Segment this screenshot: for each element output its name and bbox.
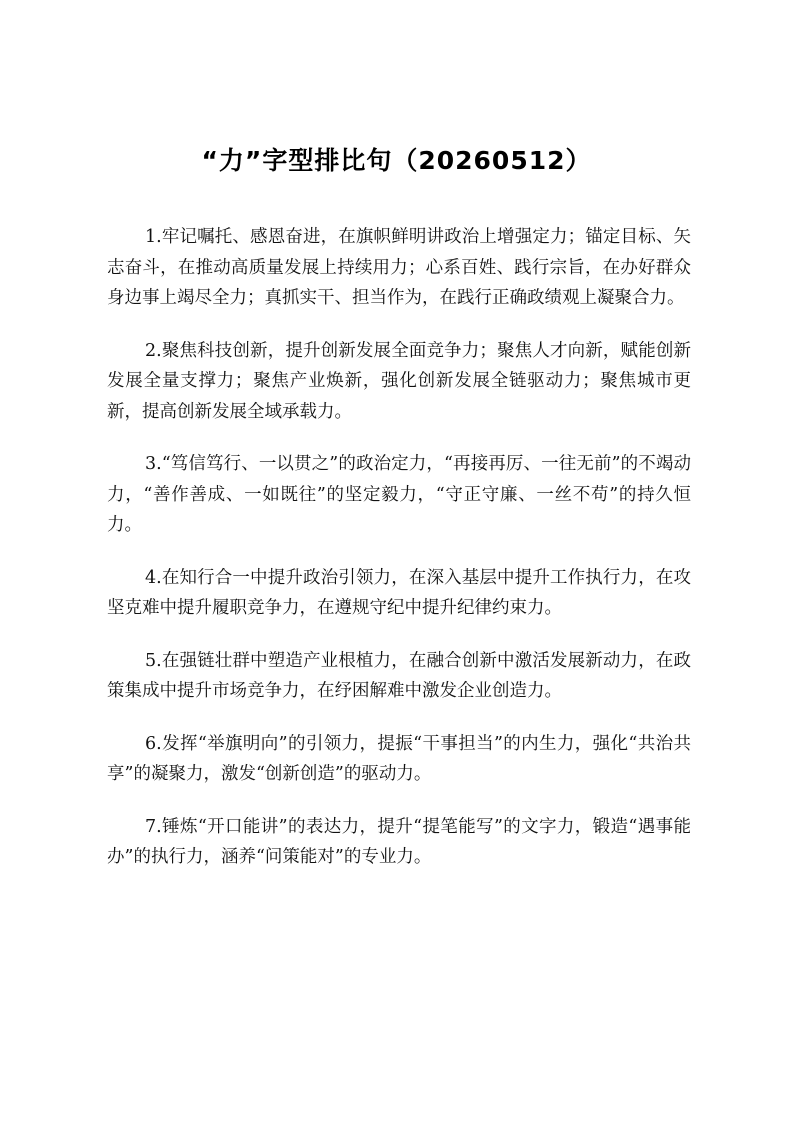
document-title: “力”字型排比句（20260512）: [201, 146, 592, 175]
paragraph-1: 1.牢记嘱托、感恩奋进，在旗帜鲜明讲政治上增强定力；锚定目标、矢志奋斗，在推动高质量发展上持续用力；心系百姓、践行宗旨，在办好群众身边事上竭尽全力；真抓实干、担当作为，在践行正确政绩观上凝聚合力。: [107, 227, 691, 308]
paragraph-4: 4.在知行合一中提升政治引领力，在深入基层中提升工作执行力，在攻坚克难中提升履职竞争力，在遵规守纪中提升纪律约束力。: [107, 567, 691, 618]
paragraph-2: 2.聚焦科技创新，提升创新发展全面竞争力；聚焦人才向新，赋能创新发展全量支撑力；聚焦产业焕新，强化创新发展全链驱动力；聚焦城市更新，提高创新发展全域承载力。: [107, 340, 691, 422]
document-body: [107, 222, 691, 895]
paragraph-3: 3.“笃信笃行、一以贯之”的政治定力，“再接再厉、一往无前”的不竭动力，“善作善成、一如既往”的坚定毅力，“守正守廉、一丝不苟”的持久恒力。: [107, 454, 691, 535]
paragraph-5: 5.在强链壮群中塑造产业根植力，在融合创新中激活发展新动力，在政策集成中提升市场竞争力，在纾困解难中激发企业创造力。: [107, 650, 691, 701]
paragraph-7: 7.锤炼“开口能讲”的表达力，提升“提笔能写”的文字力，锻造“遇事能办”的执行力，涵养“问策能对”的专业力。: [107, 816, 691, 867]
paragraph-6: 6.发挥“举旗明向”的引领力，提振“干事担当”的内生力，强化“共治共享”的凝聚力，激发“创新创造”的驱动力。: [107, 733, 691, 784]
